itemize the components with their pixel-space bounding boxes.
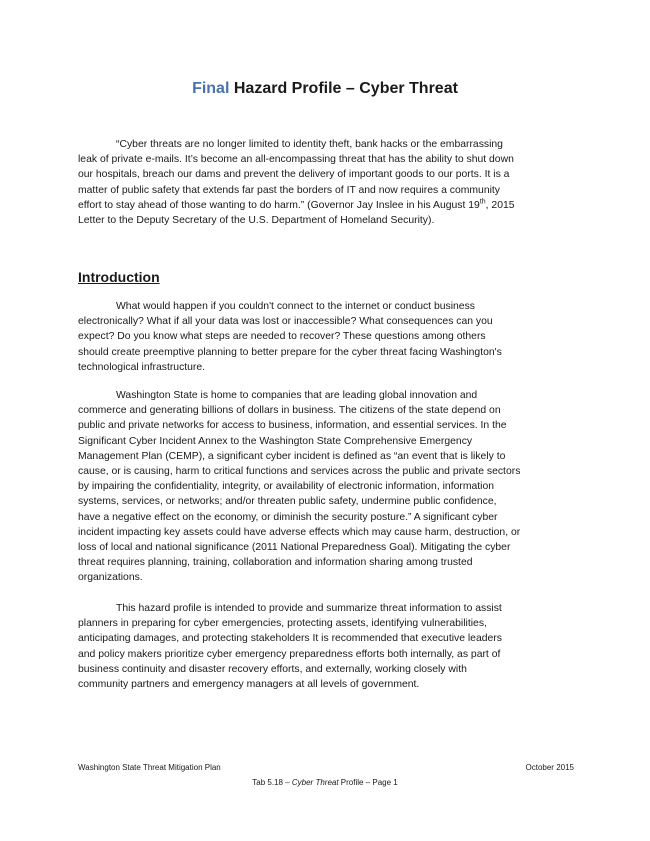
- paragraph-line: business continuity and disaster recovery efforts, and externally, working closely with: [78, 663, 467, 675]
- paragraph-line: Washington State is home to companies that are leading global innovation and: [116, 390, 478, 401]
- paragraph-line: by impairing the confidentiality, integrity, or availability of electronic information, information: [78, 481, 495, 493]
- paragraph-line: incident impacting key assets could have adverse effects which may cause harm, destruction, or: [78, 526, 521, 538]
- paragraph-line: cause, or is causing, harm to critical functions and services across the public and private sectors: [78, 465, 521, 477]
- footer-page-label: [0, 778, 650, 788]
- section-heading-introduction: Introduction: [78, 269, 160, 285]
- paragraph-line: and policy makers prioritize cyber emergency preparedness efforts both internally, as part of: [78, 648, 501, 660]
- paragraph-line: expect? Do you know what steps are needed to recover? These questions among others: [78, 331, 486, 343]
- quote-line-with-date: [78, 198, 578, 213]
- footer-profile-name: Cyber Threat: [291, 778, 339, 787]
- paragraph-line: This hazard profile is intended to provide and summarize threat information to assist: [116, 603, 502, 614]
- paragraph-line: planners in preparing for cyber emergencies, protecting assets, identifying vulnerabilities,: [78, 618, 487, 630]
- paragraph-line: technological infrastructure.: [78, 361, 206, 373]
- intro-paragraph-2: [78, 388, 578, 585]
- intro-paragraph-3: [78, 601, 578, 692]
- quote-line: leak of private e-mails. It’s become an all-encompassing threat that has the ability to shut down: [78, 154, 514, 166]
- quote-line: “Cyber threats are no longer limited to identity theft, bank hacks or the embarrassing: [116, 139, 503, 150]
- footer-page-number: Profile – Page 1: [338, 778, 398, 787]
- quote-line-tail: , 2015: [485, 199, 515, 211]
- quote-line: matter of public safety that extends far past the borders of IT and now requires a community: [78, 184, 500, 196]
- quote-line: effort to stay ahead of those wanting to do harm.” (Governor Jay Inslee in his August 19: [78, 199, 480, 211]
- intro-paragraph-1: [78, 299, 578, 375]
- footer-tab-prefix: Tab 5.18 –: [252, 778, 292, 787]
- opening-quote: [78, 137, 578, 228]
- title-accent-word: Final: [192, 80, 230, 97]
- paragraph-line: loss of local and national significance (2011 National Preparedness Goal). Mitigating the cyber: [78, 541, 511, 553]
- paragraph-line: systems, services, or networks; and/or threaten public safety, undermine public confidence,: [78, 496, 497, 508]
- title-text: Hazard Profile – Cyber Threat: [233, 80, 458, 97]
- quote-line: Letter to the Deputy Secretary of the U.S. Department of Homeland Security).: [78, 214, 435, 226]
- paragraph-line: threat requires planning, training, collaboration and information sharing among trusted: [78, 557, 473, 569]
- paragraph-line: What would happen if you couldn't connect to the internet or conduct business: [116, 301, 475, 312]
- ordinal-suffix: th: [479, 198, 486, 206]
- paragraph-line: public and private networks for access to business, information, and essential services. In the: [78, 420, 507, 432]
- paragraph-line: Management Plan (CEMP), a significant cyber incident is defined as “an event that is likely to: [78, 450, 506, 462]
- page-title: [0, 79, 650, 99]
- paragraph-line: commerce and generating billions of dollars in business. The citizens of the state depend on: [78, 405, 501, 417]
- paragraph-line: organizations.: [78, 572, 143, 584]
- paragraph-line: electronically? What if all your data was lost or inaccessible? What consequences can you: [78, 316, 493, 328]
- footer-date: October 2015: [525, 763, 574, 772]
- paragraph-line: should create preemptive planning to better prepare for the cyber threat facing Washington's: [78, 346, 502, 358]
- quote-line: our hospitals, breach our dams and prevent the delivery of important goods to our ports. It is a: [78, 169, 510, 181]
- paragraph-line: community partners and emergency managers at all levels of government.: [78, 678, 420, 690]
- footer-plan-name: Washington State Threat Mitigation Plan: [78, 763, 221, 772]
- paragraph-line: Significant Cyber Incident Annex to the Washington State Comprehensive Emergency: [78, 435, 473, 447]
- paragraph-line: anticipating damages, and protecting stakeholders It is recommended that executive leaders: [78, 633, 502, 645]
- paragraph-line: have a negative effect on the economy, or diminish the security posture.” A significant cyber: [78, 511, 498, 523]
